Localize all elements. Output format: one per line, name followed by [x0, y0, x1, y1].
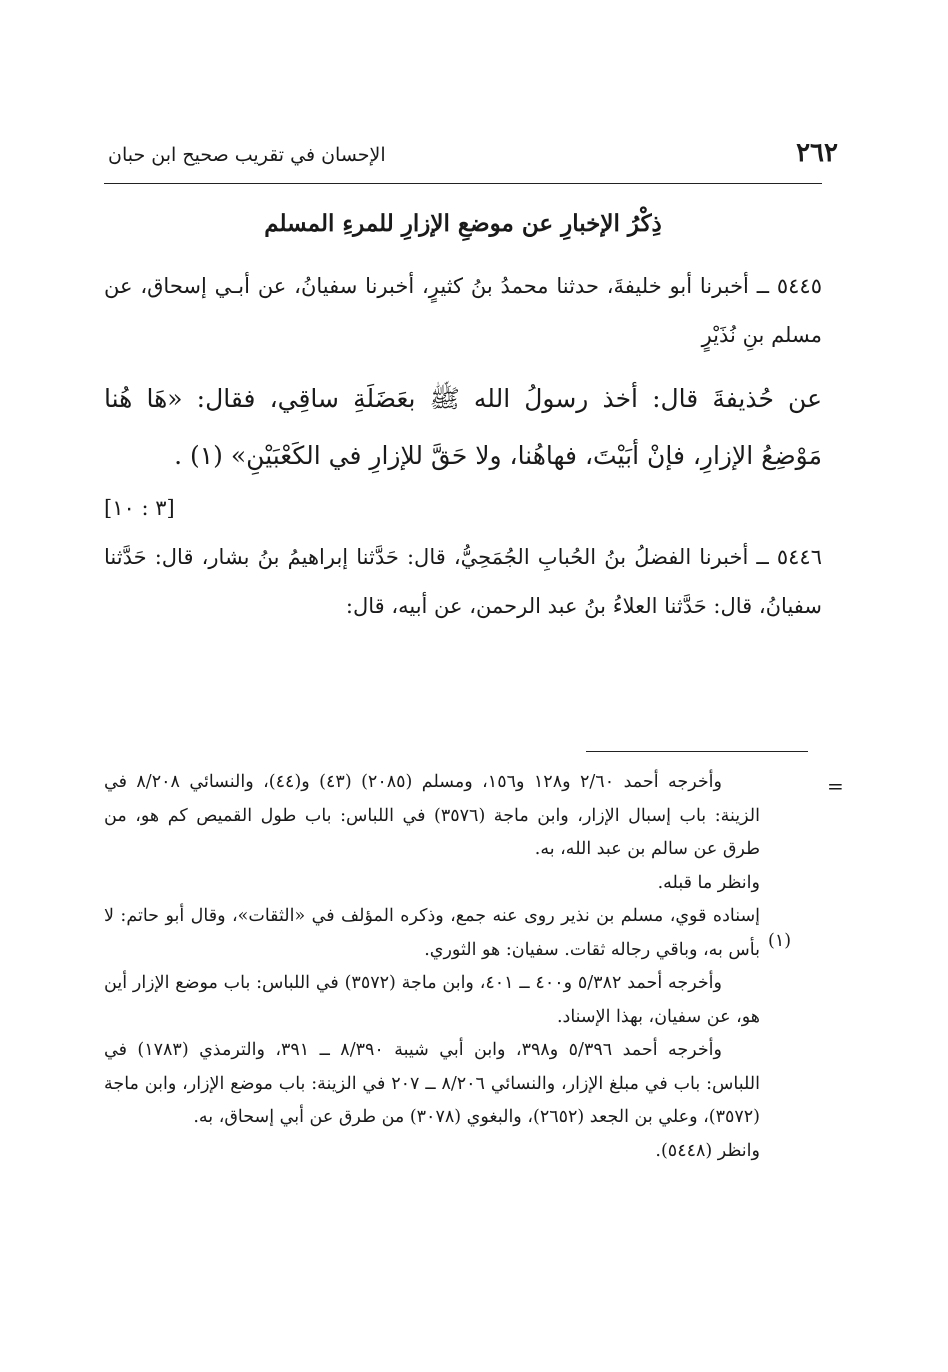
hadith-reference: [٣ : ١٠]: [104, 496, 175, 520]
hadith-5445-matn-text: عن حُذيفةَ قال: أخذ رسولُ الله ﷺ بعَضَلَةِ ساقِي، فقال: «هَا هُنا مَوْضِعُ الإزارِ، فإنْ أبَيْتَ، فهاهُنا، ولا حَقَّ للإزارِ في الكَعْبَيْنِ»: [104, 384, 822, 470]
main-text: [104, 262, 822, 631]
hadith-5445-isnad: ٥٤٤٥ ــ أخبرنا أبو خليفةَ، حدثنا محمدُ بنُ كثيرٍ، أخبرنا سفيانُ، عن أبـي إسحاق، عن مسلم بنِ نُذَيْرٍ: [104, 274, 822, 347]
footnote-continued-paragraph: وأخرجه أحمد ٢/٦٠ و١٢٨ و١٥٦، ومسلم (٢٠٨٥) (٤٣) و(٤٤)، والنسائي ٨/٢٠٨ في الزينة: باب إسبال الإزار، وابن ماجة (٣٥٧٦) في اللباس: باب طول القميص كم هو، من طرق عن سالم بن عبد الله، به.: [104, 772, 760, 859]
running-header-title: الإحسان في تقريب صحيح ابن حبان: [108, 144, 386, 166]
footnote-marker: (١) .: [174, 441, 223, 470]
hadith-5446-text: ٥٤٤٦ ــ أخبرنا الفضلُ بنُ الحُبابِ الجُمَحِيُّ، قال: حَدَّثنا إبراهيمُ بنُ بشار، قال: حَدَّثنا سفيانُ، قال: حَدَّثنا العلاءُ بنُ عبد الرحمن، عن أبيه، قال:: [104, 545, 822, 618]
reference-line: [104, 484, 822, 533]
page-number: ٢٦٢: [796, 138, 838, 168]
footnote-1-paragraph: وأخرجه أحمد ٥/٣٩٦ و٣٩٨، وابن أبي شيبة ٨/٣٩٠ ــ ٣٩١، والترمذي (١٧٨٣) في اللباس: باب في مبلغ الإزار، والنسائي ٨/٢٠٦ ــ ٢٠٧ في الزينة: باب موضع الإزار، وابن ماجة (٣٥٧٢)، وعلي بن الجعد (٢٦٥٢)، والبغوي (٣٠٧٨) من طرق عن أبي إسحاق، به.: [104, 1040, 760, 1127]
footnote-separator: [586, 751, 808, 752]
continuation-mark: =: [827, 774, 844, 798]
footnotes: [104, 766, 760, 1168]
hadith-5445-matn: [104, 370, 822, 484]
footnote-1-paragraph: وأخرجه أحمد ٥/٣٨٢ و٤٠٠ ــ ٤٠١، وابن ماجة (٣٥٧٢) في اللباس: باب موضع الإزار أين هو، عن سفيان، بهذا الإسناد.: [104, 973, 760, 1027]
footnote-continued-paragraph: وانظر ما قبله.: [657, 872, 760, 893]
header-rule: [104, 183, 822, 184]
section-heading: ذِكْرُ الإخبارِ عن موضعِ الإزارِ للمرءِ المسلم: [264, 210, 662, 237]
footnote-1-paragraph: وانظر (٥٤٤٨).: [655, 1140, 760, 1161]
footnote-1-number: (١): [768, 931, 792, 951]
footnote-1-paragraph: إسناده قوي، مسلم بن نذير روى عنه جمع، وذكره المؤلف في «الثقات»، وقال أبو حاتم: لا بأس به، وباقي رجاله ثقات. سفيان: هو الثوري.: [104, 906, 760, 960]
